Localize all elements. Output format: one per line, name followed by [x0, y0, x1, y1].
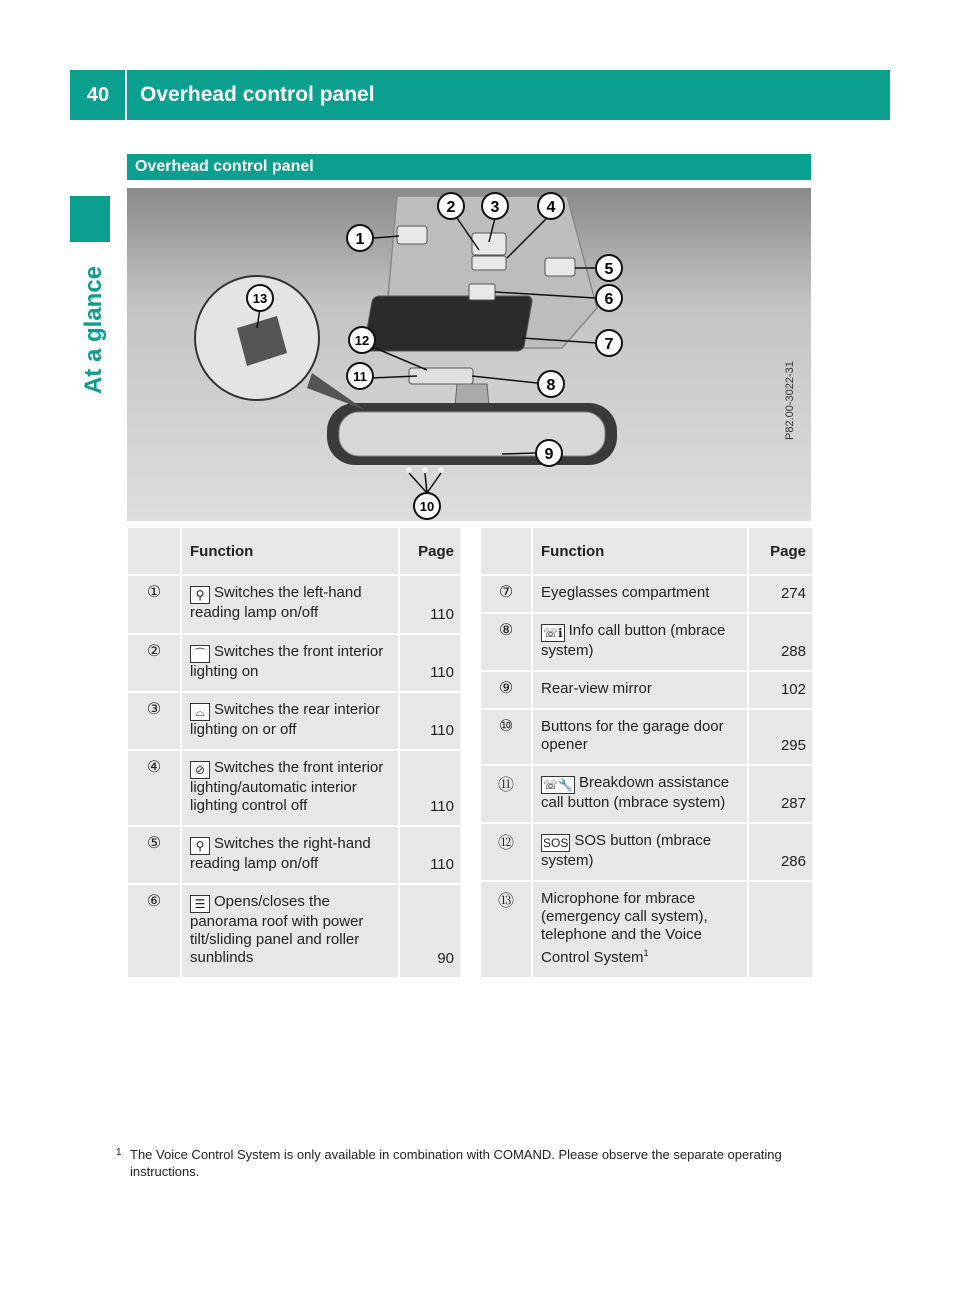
right-reading-lamp-switch — [545, 258, 575, 276]
row-page: 274 — [748, 575, 813, 613]
callout-label: 11 — [353, 369, 367, 384]
table-header-row — [480, 527, 813, 575]
row-function — [532, 671, 748, 709]
front-interior-switch — [472, 233, 506, 255]
row-number: ⑦ — [480, 575, 532, 613]
row-text: Microphone for mbrace (emergency call system), telephone and the Voice Control System — [541, 890, 708, 966]
row-text: Buttons for the garage door opener — [541, 718, 724, 753]
header-page: Page — [399, 527, 461, 575]
table-row — [480, 671, 813, 709]
footnote-mark: 1 — [116, 1147, 122, 1158]
row-number: ③ — [127, 692, 181, 750]
table-row — [480, 765, 813, 823]
table-row — [127, 750, 461, 826]
rear-view-mirror-glass — [339, 412, 605, 456]
row-function — [181, 826, 399, 884]
row-function — [181, 884, 399, 978]
row-function — [532, 575, 748, 613]
row-text: Switches the left-hand reading lamp on/off — [190, 584, 362, 621]
callout-label: 2 — [446, 199, 456, 216]
row-page: 287 — [748, 765, 813, 823]
footnote-text: The Voice Control System is only available in combination with COMAND. Please observe the separate operating instructions. — [130, 1147, 782, 1179]
row-number: ⑩ — [480, 709, 532, 765]
row-function — [532, 881, 748, 978]
table-row — [127, 826, 461, 884]
footnote-reference: 1 — [643, 948, 649, 958]
side-tab-marker — [70, 196, 110, 242]
callout-label: 4 — [546, 199, 556, 216]
side-tab-label: At a glance — [80, 265, 108, 395]
garage-button — [422, 467, 428, 473]
info-call-icon: ☏ℹ — [543, 626, 563, 640]
header-divider — [125, 70, 127, 120]
row-page: 102 — [748, 671, 813, 709]
eyeglasses-compartment — [363, 296, 533, 351]
overhead-panel-illustration — [127, 188, 811, 521]
header-function: Function — [532, 527, 748, 575]
mirror-mount — [455, 384, 489, 406]
row-function — [181, 692, 399, 750]
row-number: ② — [127, 634, 181, 692]
row-number: ① — [127, 575, 181, 634]
panorama-roof-icon: ☰ — [190, 895, 210, 913]
header-page: Page — [748, 527, 813, 575]
row-page: 110 — [399, 634, 461, 692]
row-page: 110 — [399, 826, 461, 884]
row-number: ④ — [127, 750, 181, 826]
row-text: Info call button (mbrace system) — [541, 622, 726, 659]
table-row — [480, 881, 813, 978]
row-text: Switches the right-hand reading lamp on/off — [190, 835, 371, 872]
table-row — [480, 575, 813, 613]
table-header-row — [127, 527, 461, 575]
breakdown-call-icon: ☏🔧 — [543, 778, 573, 792]
table-row — [127, 884, 461, 978]
row-number: ⑬ — [480, 881, 532, 978]
row-function — [532, 823, 748, 881]
row-page: 110 — [399, 692, 461, 750]
callout-label: 7 — [604, 336, 614, 353]
callout-label: 5 — [604, 261, 614, 278]
header-blank — [127, 527, 181, 575]
row-number: ⑥ — [127, 884, 181, 978]
row-number: ⑪ — [480, 765, 532, 823]
row-function — [181, 575, 399, 634]
garage-button — [406, 467, 412, 473]
row-function — [532, 613, 748, 671]
row-text: Switches the rear interior lighting on or off — [190, 701, 380, 738]
illustration-ref-code: P82.00-3022-31 — [784, 361, 796, 440]
header-function: Function — [181, 527, 399, 575]
row-number: ⑨ — [480, 671, 532, 709]
garage-button — [438, 467, 444, 473]
row-text: Switches the front interior lighting/automatic interior lighting control off — [190, 759, 384, 814]
callout-label: 8 — [546, 377, 556, 394]
function-table-right — [479, 526, 814, 979]
left-reading-lamp-switch — [397, 226, 427, 244]
table-row — [480, 823, 813, 881]
table-row — [480, 613, 813, 671]
table-row — [127, 692, 461, 750]
row-page: 110 — [399, 575, 461, 634]
row-function — [532, 709, 748, 765]
row-number: ⑧ — [480, 613, 532, 671]
row-page: 295 — [748, 709, 813, 765]
row-function — [532, 765, 748, 823]
row-page: 90 — [399, 884, 461, 978]
row-text: Switches the front interior lighting on — [190, 643, 384, 680]
row-text: SOS button (mbrace system) — [541, 832, 712, 869]
row-page: 288 — [748, 613, 813, 671]
header-blank — [480, 527, 532, 575]
interior-light-off-icon: ⊘ — [190, 761, 210, 779]
sos-call-icon: SOS — [543, 836, 569, 850]
page-title: Overhead control panel — [140, 83, 375, 106]
reading-lamp-right-icon: ⚲ — [190, 837, 210, 855]
callout-label: 1 — [355, 231, 365, 248]
row-number: ⑤ — [127, 826, 181, 884]
row-text: Breakdown assistance call button (mbrace system) — [541, 774, 730, 811]
row-text: Opens/closes the panorama roof with power tilt/sliding panel and roller sunblinds — [190, 893, 364, 966]
table-row — [127, 575, 461, 634]
row-function — [181, 750, 399, 826]
table-row — [127, 634, 461, 692]
callout-label: 12 — [354, 333, 370, 348]
callout-label: 10 — [419, 499, 435, 514]
row-number: ⑫ — [480, 823, 532, 881]
row-page — [748, 881, 813, 978]
row-text: Eyeglasses compartment — [541, 584, 710, 601]
row-function — [181, 634, 399, 692]
callout-label: 6 — [604, 291, 614, 308]
footnote — [116, 1146, 815, 1180]
callout-label: 9 — [544, 446, 554, 463]
call-buttons — [409, 368, 473, 384]
row-page: 286 — [748, 823, 813, 881]
illustration-svg — [127, 188, 811, 521]
front-interior-light-icon: ⌒ — [190, 645, 210, 663]
row-page: 110 — [399, 750, 461, 826]
reading-lamp-left-icon: ⚲ — [190, 586, 210, 604]
callout-label: 3 — [490, 199, 500, 216]
section-title: Overhead control panel — [135, 158, 314, 175]
function-table-left — [126, 526, 462, 979]
page-number: 40 — [86, 83, 110, 106]
rear-interior-light-icon: ⌓ — [190, 703, 210, 721]
side-tab — [64, 265, 124, 395]
rear-interior-switch — [472, 256, 506, 270]
table-row — [480, 709, 813, 765]
callout-label: 13 — [252, 291, 268, 306]
roof-switch — [469, 284, 495, 300]
row-text: Rear-view mirror — [541, 680, 652, 697]
